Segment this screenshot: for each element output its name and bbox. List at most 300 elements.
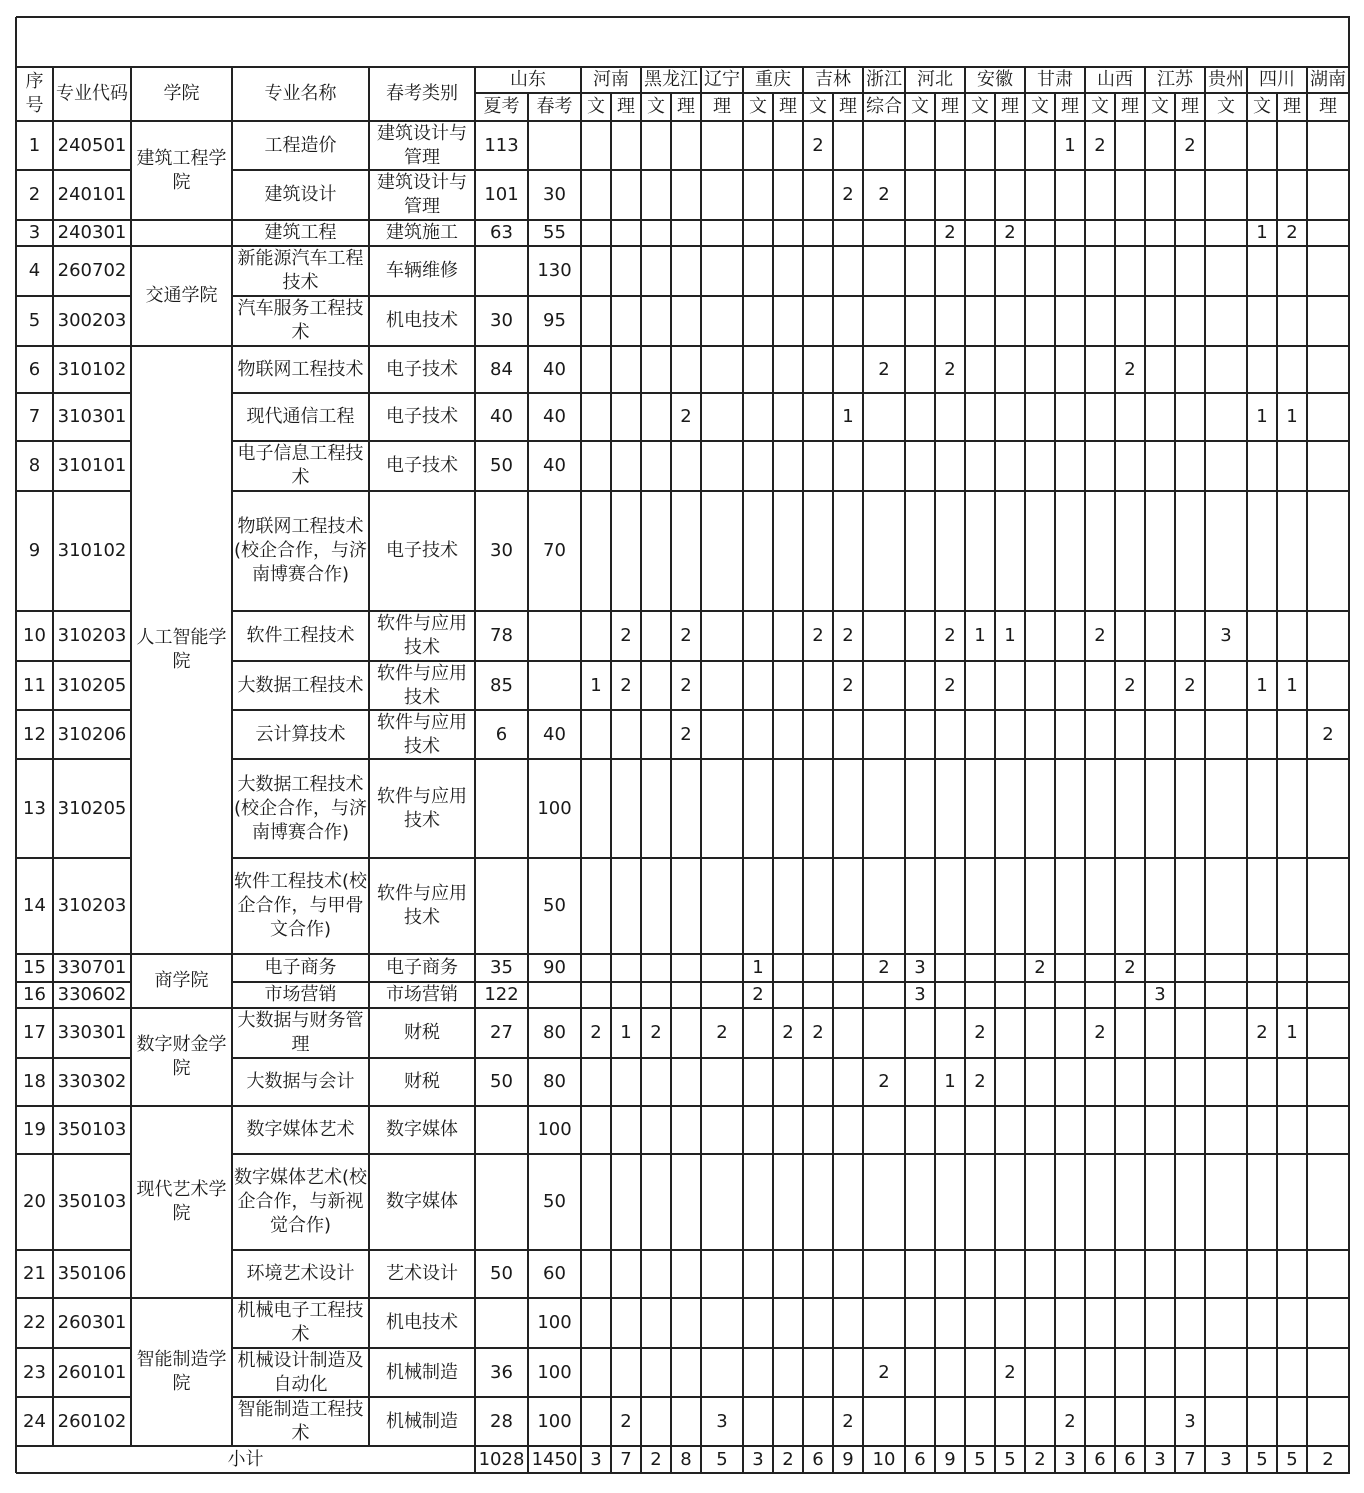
grid-line (862, 67, 864, 121)
grid-line (231, 67, 233, 121)
row-province-quota: 2 (944, 674, 956, 696)
header-subcol: 文 (1031, 96, 1049, 117)
row-summer-quota: 30 (490, 310, 513, 331)
grid-line (742, 1446, 744, 1473)
grid-line (964, 67, 966, 121)
row-major-name: 软件工程技术(校企合作，与甲骨文合作) (233, 871, 368, 940)
grid-line (1024, 67, 1026, 121)
header-subcol: 理 (617, 96, 635, 117)
subtotal-province-quota: 10 (872, 1448, 896, 1470)
row-province-quota: 2 (620, 1410, 632, 1432)
grid-line (1054, 121, 1056, 1446)
subtotal-province-quota: 6 (914, 1448, 926, 1470)
header-major: 专业名称 (264, 83, 337, 104)
row-province-quota: 2 (944, 222, 956, 243)
row-major-name: 软件工程技术 (246, 625, 355, 646)
grid-line (527, 1446, 529, 1473)
row-province-quota: 3 (914, 957, 926, 978)
header-province: 甘肃 (1037, 69, 1073, 90)
row-province-quota: 3 (1184, 1410, 1196, 1432)
grid-line (742, 121, 744, 1446)
row-spring-category: 软件与应用技术 (377, 785, 467, 831)
row-summer-quota: 50 (490, 1263, 513, 1284)
college-name: 数字财金学院 (136, 1034, 227, 1079)
row-major-code: 310102 (57, 358, 127, 380)
grid-line (1276, 1446, 1278, 1473)
grid-line (1114, 93, 1116, 121)
row-province-quota: 2 (878, 184, 890, 205)
header-province: 湖南 (1310, 69, 1346, 90)
grid-line (832, 93, 834, 121)
row-major-name: 建筑设计 (264, 184, 337, 205)
row-spring-category: 电子技术 (386, 358, 458, 380)
college-name: 商学院 (154, 970, 209, 991)
subtotal-province-quota: 3 (752, 1448, 764, 1470)
subtotal-province-quota: 3 (1220, 1448, 1232, 1470)
grid-line (1174, 121, 1176, 1446)
college-name: 交通学院 (145, 285, 218, 306)
grid-line (52, 67, 54, 121)
row-province-quota: 2 (812, 625, 824, 646)
grid-line (1204, 1446, 1206, 1473)
header-province: 河北 (917, 69, 953, 90)
row-spring-quota (528, 611, 581, 661)
grid-line (934, 1446, 936, 1473)
subtotal-province-quota: 2 (650, 1448, 662, 1470)
row-major-name: 物联网工程技术 (237, 358, 364, 380)
row-province-quota: 2 (1034, 957, 1046, 978)
row-spring-category: 艺术设计 (386, 1263, 458, 1284)
row-province-quota: 1 (1064, 134, 1076, 156)
row-spring-quota: 80 (543, 1022, 566, 1043)
subtotal-province-quota: 8 (680, 1448, 692, 1470)
subtotal-province-quota: 2 (782, 1448, 794, 1470)
header-province: 四川 (1259, 69, 1295, 90)
grid-line (934, 93, 936, 121)
header-province: 山东 (510, 69, 546, 90)
row-seq: 12 (23, 723, 46, 745)
row-major-name: 市场营销 (264, 984, 337, 1005)
row-seq: 17 (23, 1022, 46, 1043)
row-spring-category: 机械制造 (386, 1361, 458, 1383)
row-spring-category: 机械制造 (386, 1410, 458, 1432)
grid-line (994, 1446, 996, 1473)
subtotal-province-quota: 5 (974, 1448, 986, 1470)
row-major-code: 260301 (57, 1312, 127, 1333)
row-summer-quota: 6 (495, 723, 508, 745)
row-spring-category: 数字媒体 (386, 1119, 458, 1140)
row-province-quota: 2 (944, 358, 956, 380)
row-spring-category: 数字媒体 (386, 1191, 458, 1212)
row-province-quota: 2 (590, 1022, 602, 1043)
row-spring-category: 财税 (404, 1071, 440, 1092)
grid-line (802, 67, 804, 121)
row-province-quota: 2 (1124, 957, 1136, 978)
row-spring-quota: 80 (543, 1071, 566, 1092)
grid-line (527, 93, 529, 121)
row-spring-quota: 40 (543, 723, 566, 745)
header-subcol: 理 (839, 96, 857, 117)
grid-line (1084, 1446, 1086, 1473)
row-summer-quota (475, 858, 528, 954)
row-major-code: 310301 (57, 406, 127, 427)
row-spring-category: 电子技术 (386, 406, 458, 427)
row-major-code: 350106 (57, 1263, 127, 1284)
header-code: 专业代码 (56, 83, 128, 104)
subtotal-province-quota: 9 (944, 1448, 956, 1470)
header-province: 安徽 (977, 69, 1013, 90)
header-province: 吉林 (815, 69, 851, 90)
subtotal-province-quota: 5 (1286, 1448, 1298, 1470)
row-province-quota: 2 (842, 674, 854, 696)
grid-line (934, 121, 936, 1446)
row-summer-quota: 30 (490, 540, 513, 561)
row-province-quota: 2 (1094, 625, 1106, 646)
row-province-quota: 1 (1286, 406, 1298, 427)
row-province-quota: 2 (680, 674, 692, 696)
row-province-quota: 1 (590, 674, 602, 696)
row-summer-quota: 101 (484, 184, 519, 205)
header-subcol: 文 (749, 96, 767, 117)
grid-line (474, 121, 476, 1446)
header-subcol: 文 (971, 96, 989, 117)
row-summer-quota (475, 1298, 528, 1348)
row-major-name: 环境艺术设计 (246, 1263, 355, 1284)
row-spring-category: 车辆维修 (386, 260, 458, 281)
row-major-code: 240301 (57, 222, 127, 243)
grid-line (1204, 121, 1206, 1446)
subtotal-province-quota: 6 (1124, 1448, 1136, 1470)
header-province: 浙江 (866, 69, 902, 90)
row-summer-quota: 28 (490, 1410, 513, 1432)
grid-line (1306, 67, 1308, 121)
header-subcol: 文 (587, 96, 605, 117)
header-college: 学院 (163, 83, 200, 104)
row-spring-category: 软件与应用技术 (377, 883, 467, 928)
row-spring-quota: 60 (543, 1263, 566, 1284)
subtotal-province-quota: 3 (1064, 1448, 1076, 1470)
grid-line (368, 67, 370, 121)
header-subcol: 理 (677, 96, 695, 117)
row-major-code: 330602 (57, 984, 127, 1005)
grid-line (742, 67, 744, 121)
row-province-quota: 2 (1124, 358, 1136, 380)
row-summer-quota (475, 759, 528, 858)
row-spring-quota: 40 (543, 406, 566, 427)
row-major-name: 大数据工程技术(校企合作，与济南博赛合作) (233, 773, 368, 843)
header-subcol: 理 (713, 96, 731, 117)
header-province: 山西 (1097, 69, 1133, 90)
grid-line (1306, 121, 1308, 1446)
row-summer-quota (475, 1154, 528, 1250)
row-spring-category: 电子商务 (386, 957, 458, 978)
row-province-quota: 2 (878, 1361, 890, 1383)
grid-line (1246, 121, 1248, 1446)
row-province-quota: 2 (680, 625, 692, 646)
row-province-quota: 3 (1154, 984, 1166, 1005)
row-major-code: 240501 (57, 134, 127, 156)
row-spring-category: 软件与应用技术 (377, 662, 467, 708)
row-spring-quota: 95 (543, 310, 566, 331)
row-summer-quota: 113 (484, 134, 519, 156)
row-seq: 7 (28, 406, 41, 427)
header-province: 重庆 (755, 69, 791, 90)
row-seq: 18 (23, 1071, 46, 1092)
row-summer-quota (475, 1106, 528, 1154)
row-spring-category: 机电技术 (386, 310, 458, 331)
header-province: 辽宁 (704, 69, 740, 90)
row-major-name: 电子商务 (264, 957, 337, 978)
row-spring-category: 电子技术 (386, 540, 458, 561)
row-spring-category: 软件与应用技术 (377, 711, 467, 757)
subtotal-province-quota: 6 (812, 1448, 824, 1470)
row-province-quota: 2 (1256, 1022, 1268, 1043)
subtotal-province-quota: 5 (1256, 1448, 1268, 1470)
grid-line (772, 1446, 774, 1473)
grid-line (904, 121, 906, 1446)
row-province-quota: 2 (680, 406, 692, 427)
row-major-code: 310206 (57, 723, 127, 745)
row-major-name: 大数据与会计 (246, 1071, 355, 1092)
row-seq: 15 (23, 957, 46, 978)
grid-line (1114, 121, 1116, 1446)
row-spring-category: 市场营销 (386, 984, 458, 1005)
row-province-quota: 2 (680, 723, 692, 745)
grid-line (580, 121, 582, 1446)
header-subcol: 文 (911, 96, 929, 117)
grid-line (802, 1446, 804, 1473)
grid-line (1144, 121, 1146, 1446)
college-name: 智能制造学院 (136, 1349, 227, 1394)
row-spring-quota: 100 (537, 1312, 572, 1333)
grid-line (130, 121, 132, 1446)
row-major-code: 310205 (57, 797, 127, 819)
row-seq: 13 (23, 797, 46, 819)
grid-line (1174, 93, 1176, 121)
header-province: 黑龙江 (644, 69, 698, 90)
row-major-name: 新能源汽车工程技术 (237, 248, 364, 293)
header-subcol: 综合 (866, 96, 902, 117)
row-spring-quota: 55 (543, 222, 566, 243)
row-major-name: 建筑工程 (264, 222, 337, 243)
header-subcol: 文 (809, 96, 827, 117)
row-province-quota: 2 (1124, 674, 1136, 696)
grid-line (1306, 1446, 1308, 1473)
row-seq: 5 (28, 310, 41, 331)
row-spring-quota (528, 121, 581, 170)
header-province: 河南 (593, 69, 629, 90)
grid-line (700, 121, 702, 1446)
row-province-quota: 2 (752, 984, 764, 1005)
row-summer-quota: 36 (490, 1361, 513, 1383)
row-spring-quota: 100 (537, 1410, 572, 1432)
grid-line (772, 121, 774, 1446)
header-province: 贵州 (1208, 69, 1244, 90)
row-major-code: 300203 (57, 310, 127, 331)
row-major-code: 330701 (57, 957, 127, 978)
row-major-code: 240101 (57, 184, 127, 205)
row-province-quota: 3 (1220, 625, 1232, 646)
grid-line (670, 93, 672, 121)
row-major-code: 350103 (57, 1119, 127, 1140)
row-summer-quota: 27 (490, 1022, 513, 1043)
row-province-quota: 2 (716, 1022, 728, 1043)
row-province-quota: 3 (716, 1410, 728, 1432)
row-seq: 22 (23, 1312, 46, 1333)
subtotal-province-quota: 3 (590, 1448, 602, 1470)
row-spring-category: 机电技术 (386, 1312, 458, 1333)
row-province-quota: 2 (974, 1022, 986, 1043)
row-province-quota: 2 (1004, 222, 1016, 243)
college-name: 现代艺术学院 (136, 1179, 227, 1224)
row-province-quota: 1 (1286, 674, 1298, 696)
row-province-quota: 2 (620, 674, 632, 696)
college-name: 人工智能学院 (136, 627, 227, 672)
row-spring-quota (528, 982, 581, 1008)
grid-line (474, 67, 476, 121)
row-seq: 10 (23, 625, 46, 646)
row-seq: 6 (28, 358, 41, 380)
row-summer-quota: 50 (490, 455, 513, 476)
header-seq: 序号 (25, 71, 44, 116)
grid-line (610, 93, 612, 121)
header-subcol: 理 (1061, 96, 1079, 117)
row-province-quota: 2 (842, 184, 854, 205)
subtotal-province-quota: 6 (1094, 1448, 1106, 1470)
grid-line (640, 67, 642, 121)
row-spring-quota: 40 (543, 358, 566, 380)
subtotal-label: 小计 (227, 1448, 264, 1470)
subtotal-spring: 1450 (531, 1448, 578, 1470)
row-spring-quota: 40 (543, 455, 566, 476)
grid-line (832, 121, 834, 1446)
grid-line (772, 93, 774, 121)
row-major-name: 数字媒体艺术 (246, 1119, 355, 1140)
row-major-name: 数字媒体艺术(校企合作，与新视觉合作) (233, 1167, 368, 1236)
row-seq: 19 (23, 1119, 46, 1140)
row-seq: 16 (23, 984, 46, 1005)
subtotal-province-quota: 9 (842, 1448, 854, 1470)
row-province-quota: 2 (842, 1410, 854, 1432)
row-major-code: 260101 (57, 1361, 127, 1383)
subtotal-province-quota: 5 (1004, 1448, 1016, 1470)
row-summer-quota: 35 (490, 957, 513, 978)
row-province-quota: 1 (752, 957, 764, 978)
subtotal-province-quota: 5 (716, 1448, 728, 1470)
row-spring-quota: 100 (537, 1361, 572, 1383)
grid-line (1276, 93, 1278, 121)
grid-line (640, 1446, 642, 1473)
row-summer-quota: 63 (490, 222, 513, 243)
row-major-code: 310205 (57, 674, 127, 696)
subtotal-province-quota: 7 (1184, 1448, 1196, 1470)
row-summer-quota: 85 (490, 674, 513, 696)
row-province-quota: 2 (944, 625, 956, 646)
row-major-name: 机械设计制造及自动化 (237, 1349, 364, 1395)
grid-line (610, 121, 612, 1446)
grid-line (1144, 1446, 1146, 1473)
row-province-quota: 2 (1184, 134, 1196, 156)
row-province-quota: 1 (620, 1022, 632, 1043)
grid-line (231, 121, 233, 1446)
grid-line (670, 121, 672, 1446)
row-seq: 2 (28, 184, 41, 205)
grid-line (130, 67, 132, 121)
header-subcol: 理 (1283, 96, 1301, 117)
header-subcol: 理 (779, 96, 797, 117)
row-province-quota: 2 (1094, 134, 1106, 156)
row-major-name: 智能制造工程技术 (237, 1398, 364, 1444)
row-spring-quota (528, 661, 581, 710)
row-spring-category: 软件与应用技术 (377, 613, 467, 658)
grid-line (862, 1446, 864, 1473)
row-seq: 8 (28, 455, 41, 476)
subtotal-province-quota: 2 (1322, 1448, 1334, 1470)
row-province-quota: 1 (974, 625, 986, 646)
grid-line (1054, 93, 1056, 121)
row-spring-quota: 30 (543, 184, 566, 205)
grid-line (904, 1446, 906, 1473)
row-seq: 21 (23, 1263, 46, 1284)
grid-line (832, 1446, 834, 1473)
header-subcol: 文 (1253, 96, 1271, 117)
college-name: 建筑工程学院 (136, 147, 227, 193)
row-spring-category: 建筑设计与管理 (377, 122, 467, 168)
header-subcol: 文 (1151, 96, 1169, 117)
row-seq: 11 (23, 674, 46, 696)
row-major-name: 大数据与财务管理 (237, 1010, 364, 1055)
header-subcol: 理 (1121, 96, 1139, 117)
row-major-code: 310203 (57, 895, 127, 916)
grid-line (640, 121, 642, 1446)
row-province-quota: 2 (1004, 1361, 1016, 1383)
row-province-quota: 1 (1004, 625, 1016, 646)
row-major-name: 工程造价 (264, 134, 337, 156)
row-province-quota: 2 (878, 1071, 890, 1092)
row-province-quota: 2 (842, 625, 854, 646)
grid-line (1054, 1446, 1056, 1473)
row-province-quota: 1 (1256, 222, 1268, 243)
grid-line (580, 1446, 582, 1473)
grid-line (964, 121, 966, 1446)
row-province-quota: 1 (1286, 1022, 1298, 1043)
grid-line (1114, 1446, 1116, 1473)
row-spring-quota: 100 (537, 797, 572, 819)
row-major-name: 云计算技术 (255, 723, 346, 745)
row-seq: 4 (28, 260, 41, 281)
row-major-name: 现代通信工程 (246, 406, 355, 427)
grid-line (474, 1446, 476, 1473)
grid-line (670, 1446, 672, 1473)
table-top-border (16, 16, 1350, 18)
grid-line (862, 121, 864, 1446)
row-province-quota: 2 (620, 625, 632, 646)
row-province-quota: 2 (1064, 1410, 1076, 1432)
row-province-quota: 2 (650, 1022, 662, 1043)
row-spring-category: 建筑设计与管理 (377, 172, 467, 217)
grid-line (904, 67, 906, 121)
row-province-quota: 2 (812, 134, 824, 156)
row-seq: 20 (23, 1191, 46, 1212)
header-subcol: 理 (1001, 96, 1019, 117)
grid-line (1246, 1446, 1248, 1473)
grid-line (1024, 121, 1026, 1446)
grid-line (1174, 1446, 1176, 1473)
grid-line (610, 1446, 612, 1473)
row-major-code: 260702 (57, 260, 127, 281)
row-seq: 24 (23, 1410, 46, 1432)
row-major-code: 330301 (57, 1022, 127, 1043)
